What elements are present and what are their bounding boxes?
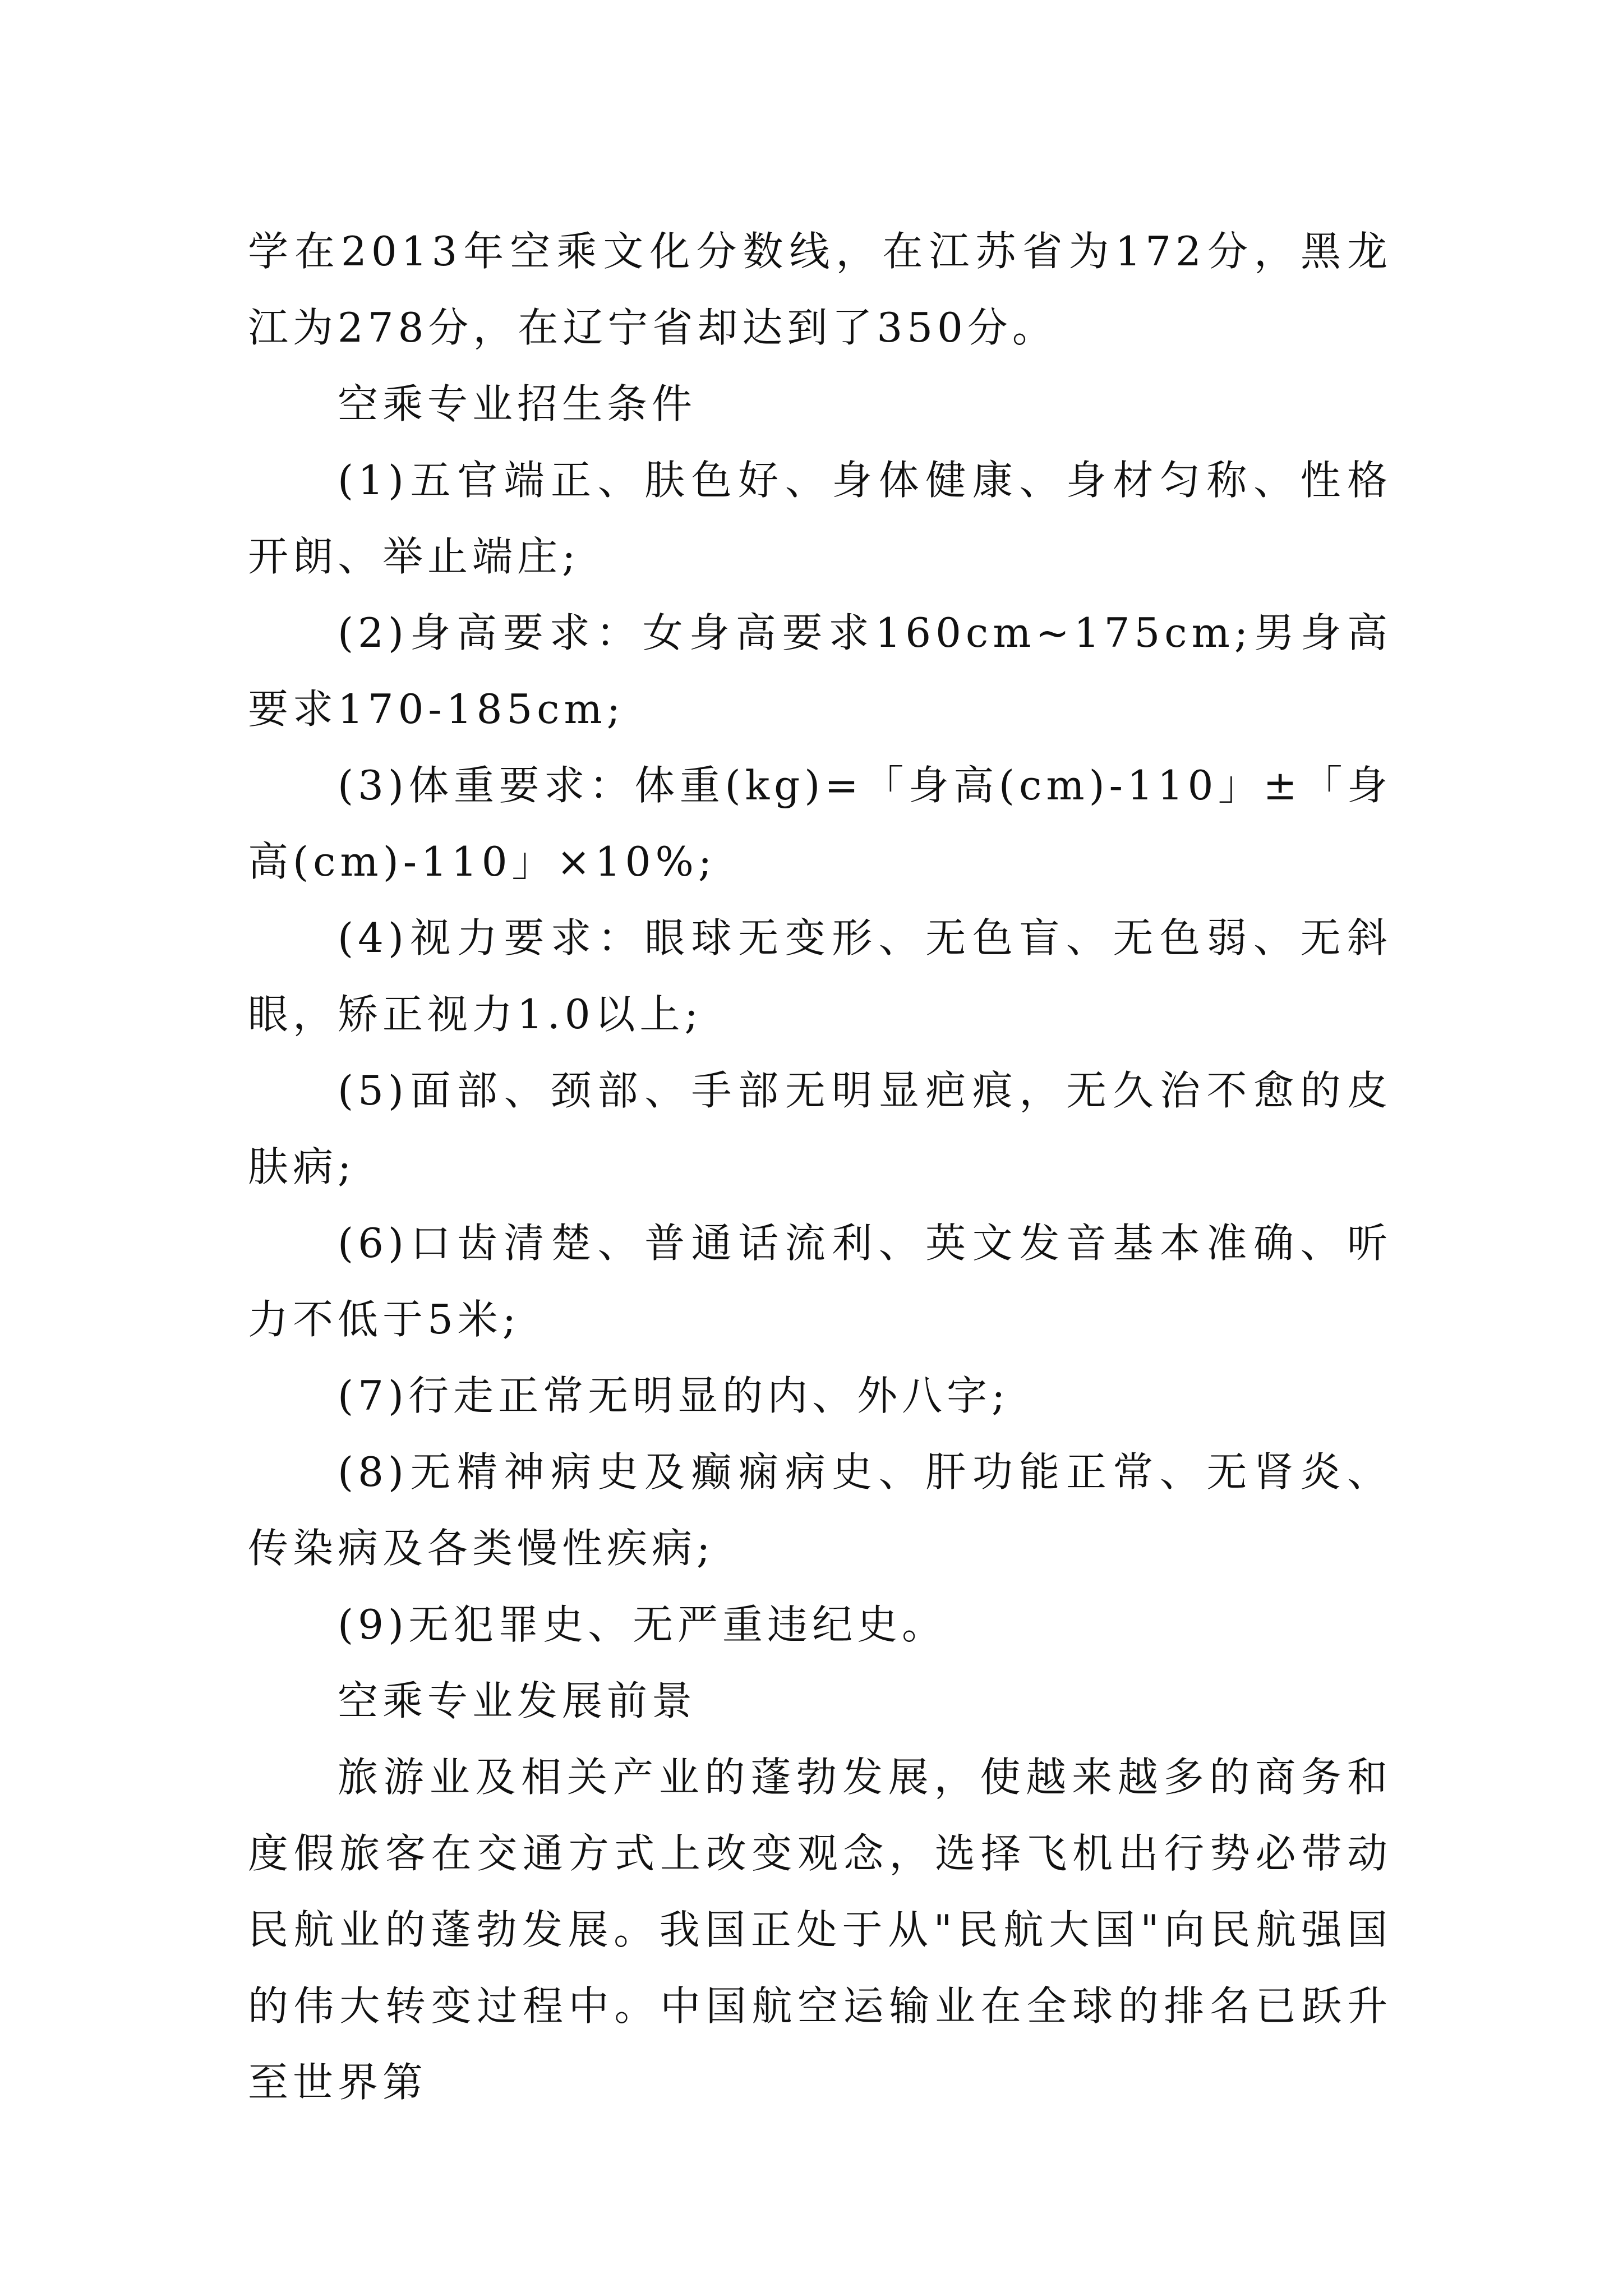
requirement-item-1: (1)五官端正、肤色好、身体健康、身材匀称、性格开朗、举止端庄; bbox=[248, 457, 1392, 580]
requirement-item-8: (8)无精神病史及癫痫病史、肝功能正常、无肾炎、传染病及各类慢性疾病; bbox=[248, 1448, 1392, 1572]
requirement-item-9: (9)无犯罪史、无严重违纪史。 bbox=[338, 1601, 947, 1648]
paragraph-0: 学在2013年空乘文化分数线，在江苏省为172分，黑龙江为278分，在辽宁省却达到了350分。 bbox=[248, 228, 1392, 351]
requirement-item-2: (2)身高要求：女身高要求160cm~175cm;男身高要求170-185cm; bbox=[248, 609, 1392, 733]
document-body bbox=[248, 213, 1392, 2120]
requirement-item-4: (4)视力要求：眼球无变形、无色盲、无色弱、无斜眼，矫正视力1.0以上; bbox=[248, 914, 1392, 1038]
requirement-item-7: (7)行走正常无明显的内、外八字; bbox=[338, 1372, 1010, 1419]
requirement-item-6: (6)口齿清楚、普通话流利、英文发音基本准确、听力不低于5米; bbox=[248, 1220, 1392, 1343]
heading-career-prospects: 空乘专业发展前景 bbox=[338, 1677, 697, 1724]
paragraph-prospects: 旅游业及相关产业的蓬勃发展，使越来越多的商务和度假旅客在交通方式上改变观念，选择飞机出行势必带动民航业的蓬勃发展。我国正处于从"民航大国"向民航强国的伟大转变过程中。中国航空运输业在全球的排名已跃升至世界第 bbox=[248, 1754, 1392, 2106]
requirement-item-3: (3)体重要求：体重(kg)=「身高(cm)-110」±「身高(cm)-110」×10%; bbox=[248, 762, 1392, 885]
requirement-item-5: (5)面部、颈部、手部无明显疤痕，无久治不愈的皮肤病; bbox=[248, 1067, 1392, 1190]
heading-admission-requirements: 空乘专业招生条件 bbox=[338, 380, 697, 427]
